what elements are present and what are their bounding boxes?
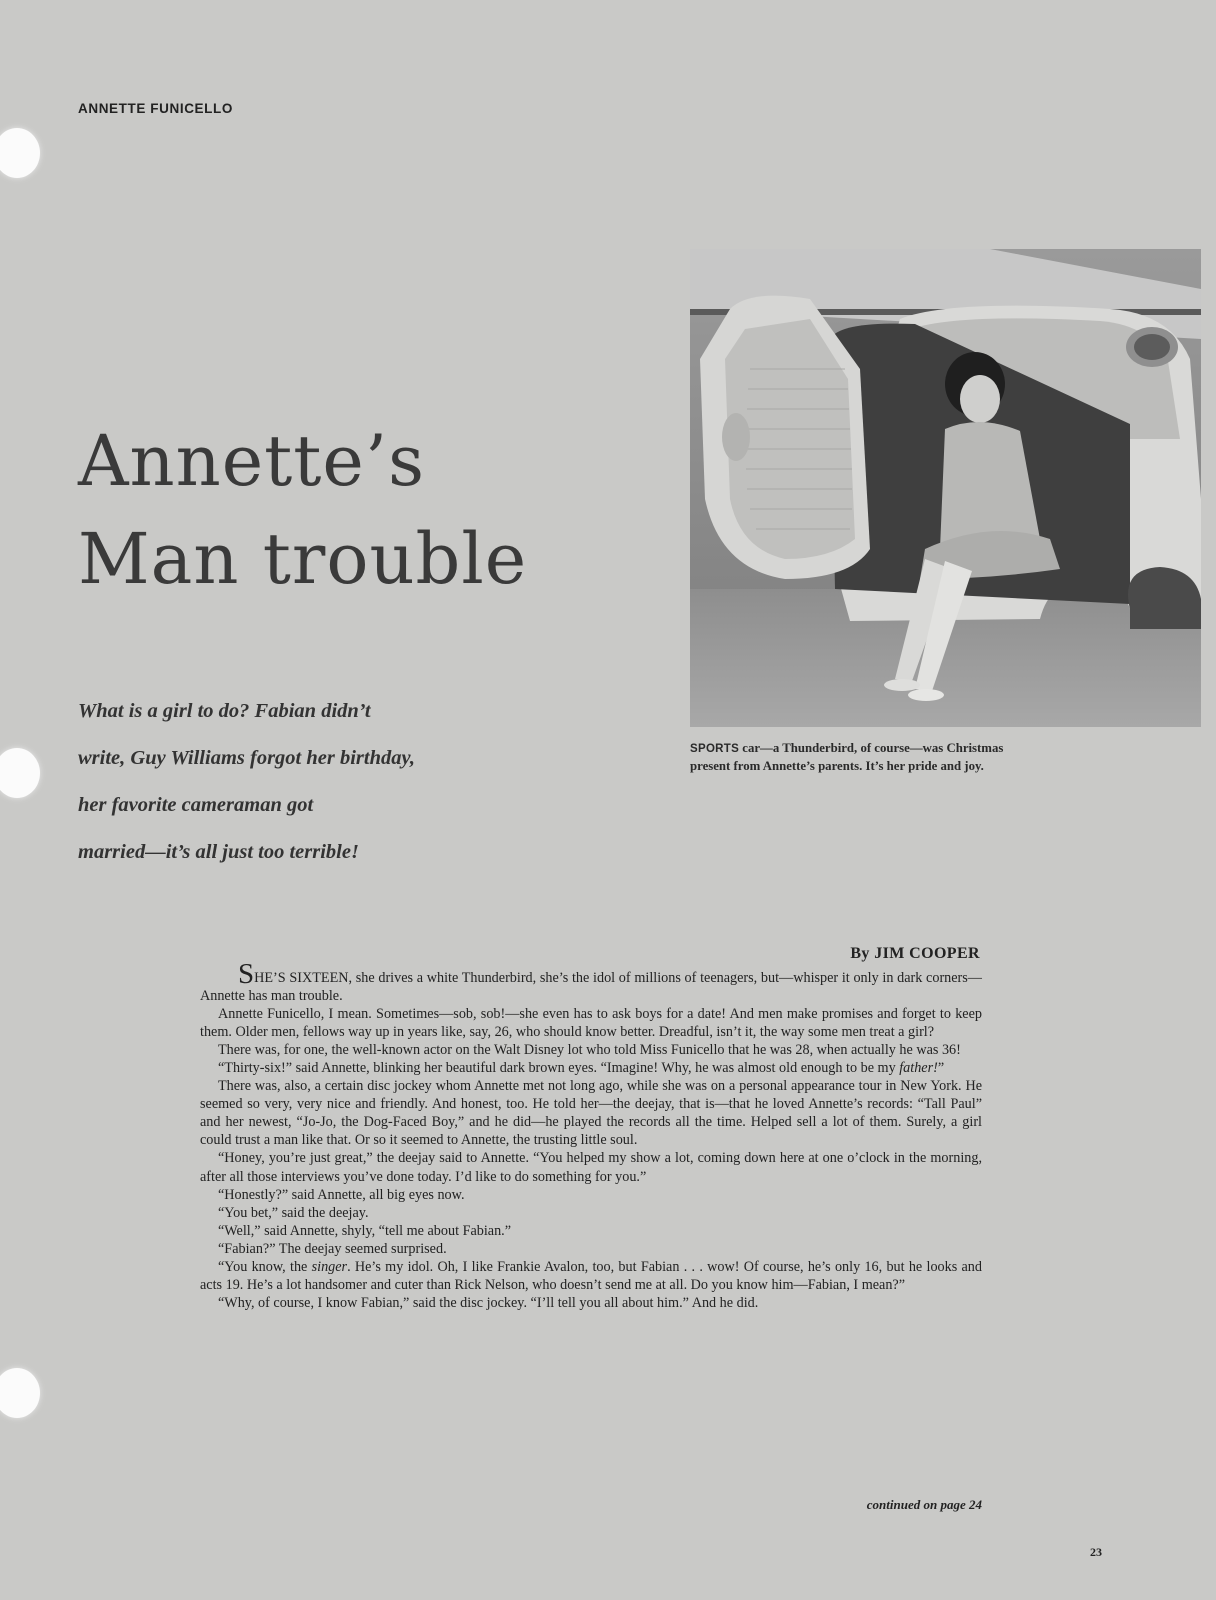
paragraph: SHE’S SIXTEEN, she drives a white Thunderbird, she’s the idol of millions of teenagers, but—whisper it only in dark corners—Annette has man trouble. bbox=[200, 958, 982, 1005]
article-body bbox=[200, 958, 982, 1312]
caption-text: car—a Thunderbird, of course—was Christmas bbox=[739, 741, 1004, 755]
caption-lead: SPORTS bbox=[690, 743, 740, 755]
article-title bbox=[78, 412, 527, 608]
binder-hole bbox=[0, 1368, 40, 1418]
photo-illustration bbox=[690, 249, 1201, 727]
binder-hole bbox=[0, 748, 40, 798]
paragraph: “Well,” said Annette, shyly, “tell me about Fabian.” bbox=[218, 1222, 512, 1239]
paragraph: There was, for one, the well-known actor on the Walt Disney lot who told Miss Funicello that he was 28, when actually he was 36! bbox=[218, 1042, 961, 1059]
deck-line: What is a girl to do? Fabian didn’t bbox=[78, 700, 371, 722]
paragraph: “Fabian?” The deejay seemed surprised. bbox=[218, 1240, 447, 1257]
paragraph: “You know, the singer. He’s my idol. Oh, I like Frankie Avalon, too, but Fabian . . . wow! Of course, he’s only 16, but he looks and acts 19. He’s a lot handsomer and cuter than Rick Nelson, who doesn’t send me at all. Do you know him—Fabian, I mean?” bbox=[200, 1258, 982, 1293]
paragraph: “Honey, you’re just great,” the deejay said to Annette. “You helped my show a lot, coming down here at one o’clock in the morning, after all those interviews you’ve done today. I’d like to do something for you.” bbox=[200, 1150, 982, 1185]
page-number: 23 bbox=[1090, 1545, 1102, 1559]
byline: By JIM COOPER bbox=[850, 945, 980, 962]
paragraph: There was, also, a certain disc jockey whom Annette met not long ago, while she was on a personal appearance tour in New York. He seemed so very, very nice and friendly. And honest, too. He told her—the deejay, that is—that he loved Annette’s records: “Tall Paul” and her newest, “Jo-Jo, the Dog-Faced Boy,” and he did—he played the records all the time. Helped sell a lot of them. Surely, a girl could trust a man like that. Or so it seemed to Annette, the trusting little soul. bbox=[200, 1078, 982, 1149]
emphasis: singer bbox=[311, 1258, 348, 1275]
caption-text: present from Annette’s parents. It’s her pride and joy. bbox=[690, 759, 984, 773]
article-deck bbox=[78, 688, 598, 876]
title-line-1: Annette’s bbox=[78, 420, 426, 502]
deck-line: married—it’s all just too terrible! bbox=[78, 841, 359, 863]
paragraph: Annette Funicello, I mean. Sometimes—sob, sob!—she even has to ask boys for a date! And men make promises and forget to keep them. Older men, fellows way up in years like, say, 26, who should know better. Dreadful, isn’t it, the way some men treat a girl? bbox=[200, 1006, 982, 1041]
deck-line: her favorite cameraman got bbox=[78, 794, 314, 816]
title-line-2: Man trouble bbox=[78, 518, 528, 600]
photo-caption bbox=[690, 740, 1205, 775]
paragraph: “Why, of course, I know Fabian,” said the disc jockey. “I’ll tell you all about him.” And he did. bbox=[218, 1294, 759, 1311]
section-label: ANNETTE FUNICELLO bbox=[78, 101, 233, 116]
paragraph: “Honestly?” said Annette, all big eyes now. bbox=[218, 1186, 465, 1203]
paragraph: “You bet,” said the deejay. bbox=[218, 1204, 369, 1221]
deck-line: write, Guy Williams forgot her birthday, bbox=[78, 747, 415, 769]
drop-cap: S bbox=[238, 958, 255, 990]
article-photo bbox=[690, 249, 1201, 727]
paragraph: “Thirty-six!” said Annette, blinking her beautiful dark brown eyes. “Imagine! Why, he was almost old enough to be my father!” bbox=[218, 1060, 945, 1077]
continued-note: continued on page 24 bbox=[866, 1497, 982, 1512]
binder-hole bbox=[0, 128, 40, 178]
emphasis: father! bbox=[899, 1060, 938, 1077]
